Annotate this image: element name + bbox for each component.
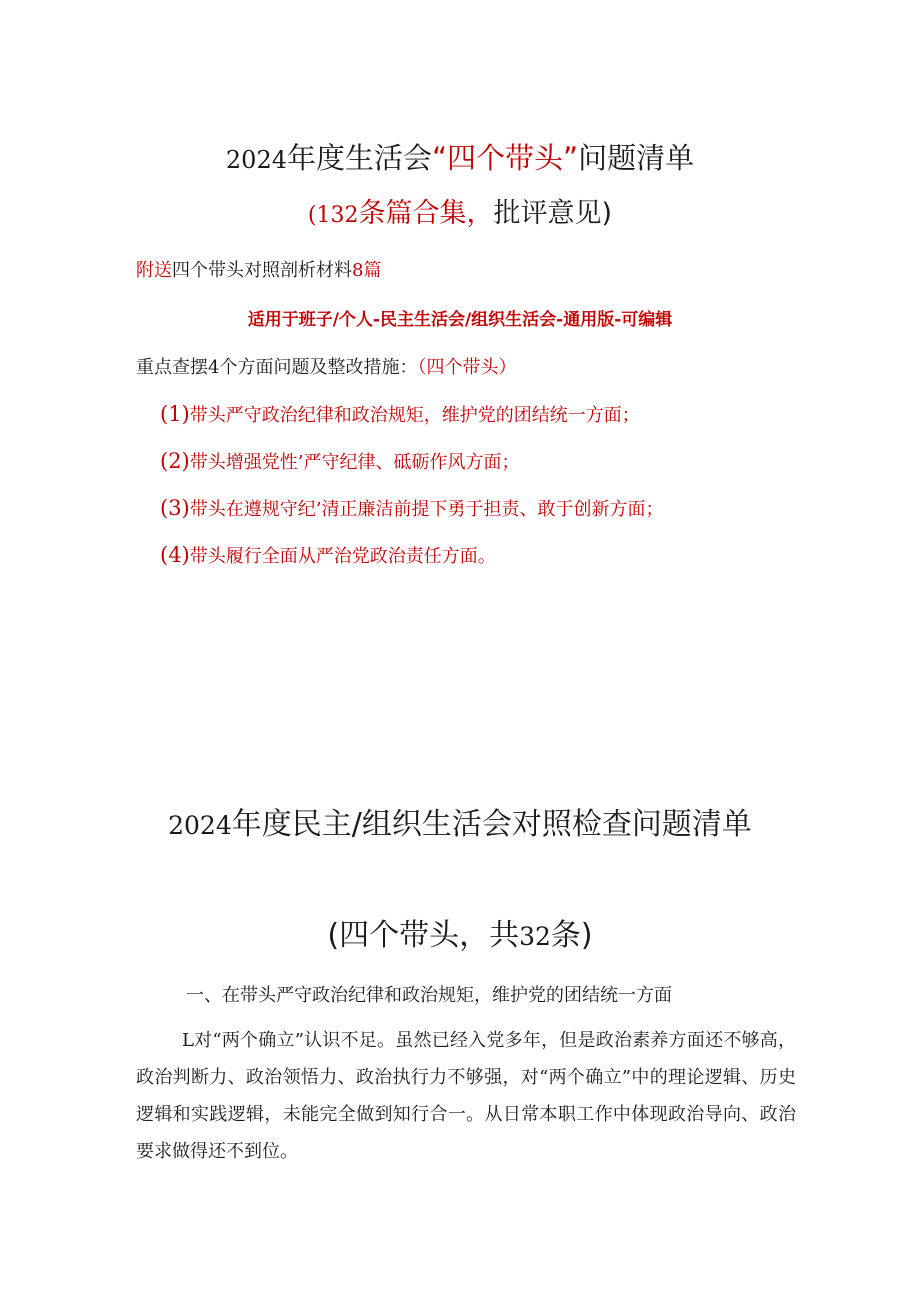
point-number: (2) [160, 449, 190, 473]
point-item-3 [160, 494, 663, 524]
main-title-text-b: 问题清单 [578, 141, 695, 175]
subtitle-black-part: 批评意见) [493, 198, 613, 229]
focus-line [136, 354, 516, 382]
main-title-highlight: “四个带头” [432, 141, 579, 175]
second-subtitle [0, 914, 920, 959]
focus-tag: （四个带头） [417, 357, 517, 378]
point-text: 带头增强党性’严守纪律、砥砺作风方面； [189, 452, 520, 473]
point-item-4 [160, 541, 496, 571]
focus-lead: 重点查摆4个方面问题及整改措施： [136, 357, 418, 378]
point-number: (3) [160, 496, 190, 520]
main-title-text-a: 年度生活会 [286, 141, 432, 175]
point-text: 带头在遵规守纪’清正廉洁前提下勇于担责、敢于创新方面； [189, 499, 664, 520]
section-heading: 一、在带头严守政治纪律和政治规矩，维护党的团结统一方面 [186, 985, 672, 1006]
second-title-year: 2024 [168, 811, 232, 840]
subtitle-red-part: 条篇合集， [358, 198, 494, 229]
second-title-wrap [160, 800, 760, 851]
point-item-2 [160, 447, 519, 477]
subtitle-count: 132 [316, 203, 359, 228]
main-subtitle [0, 195, 920, 235]
second-subtitle-close: 条) [550, 918, 593, 953]
point-text: 带头履行全面从严治党政治责任方面。 [189, 546, 496, 567]
point-number: (1) [160, 402, 190, 426]
second-subtitle-open: (四个带头，共 [327, 918, 520, 953]
body-paragraph: L对“两个确立”认识不足。虽然已经入党多年，但是政治素养方面还不够高，政治判断力、政治领悟力、政治执行力不够强，对“两个确立”中的理论逻辑、历史逻辑和实践逻辑，未能完全做到知行合一。从日常本职工作中体现政治导向、政治要求做得还不到位。 [136, 1030, 796, 1162]
point-item-1 [160, 400, 640, 430]
attachment-red-part: 附送 [136, 260, 172, 281]
main-title-year: 2024 [225, 146, 287, 174]
applies-to-line: 适用于班子/个人-民主生活会/组织生活会-通用版-可编辑 [247, 310, 673, 330]
point-number: (4) [160, 543, 190, 567]
main-title [0, 138, 920, 180]
second-title [0, 800, 920, 851]
attachment-note [136, 258, 381, 284]
point-text: 带头严守政治纪律和政治规矩，维护党的团结统一方面； [189, 405, 640, 426]
second-subtitle-count: 32 [519, 922, 551, 951]
attachment-count: 8篇 [352, 260, 382, 281]
second-title-text: 年度民主/组织生活会对照检查问题清单 [231, 807, 752, 842]
attachment-black-part: 四个带头对照剖析材料 [172, 260, 352, 281]
subtitle-open-paren: ( [307, 203, 317, 228]
